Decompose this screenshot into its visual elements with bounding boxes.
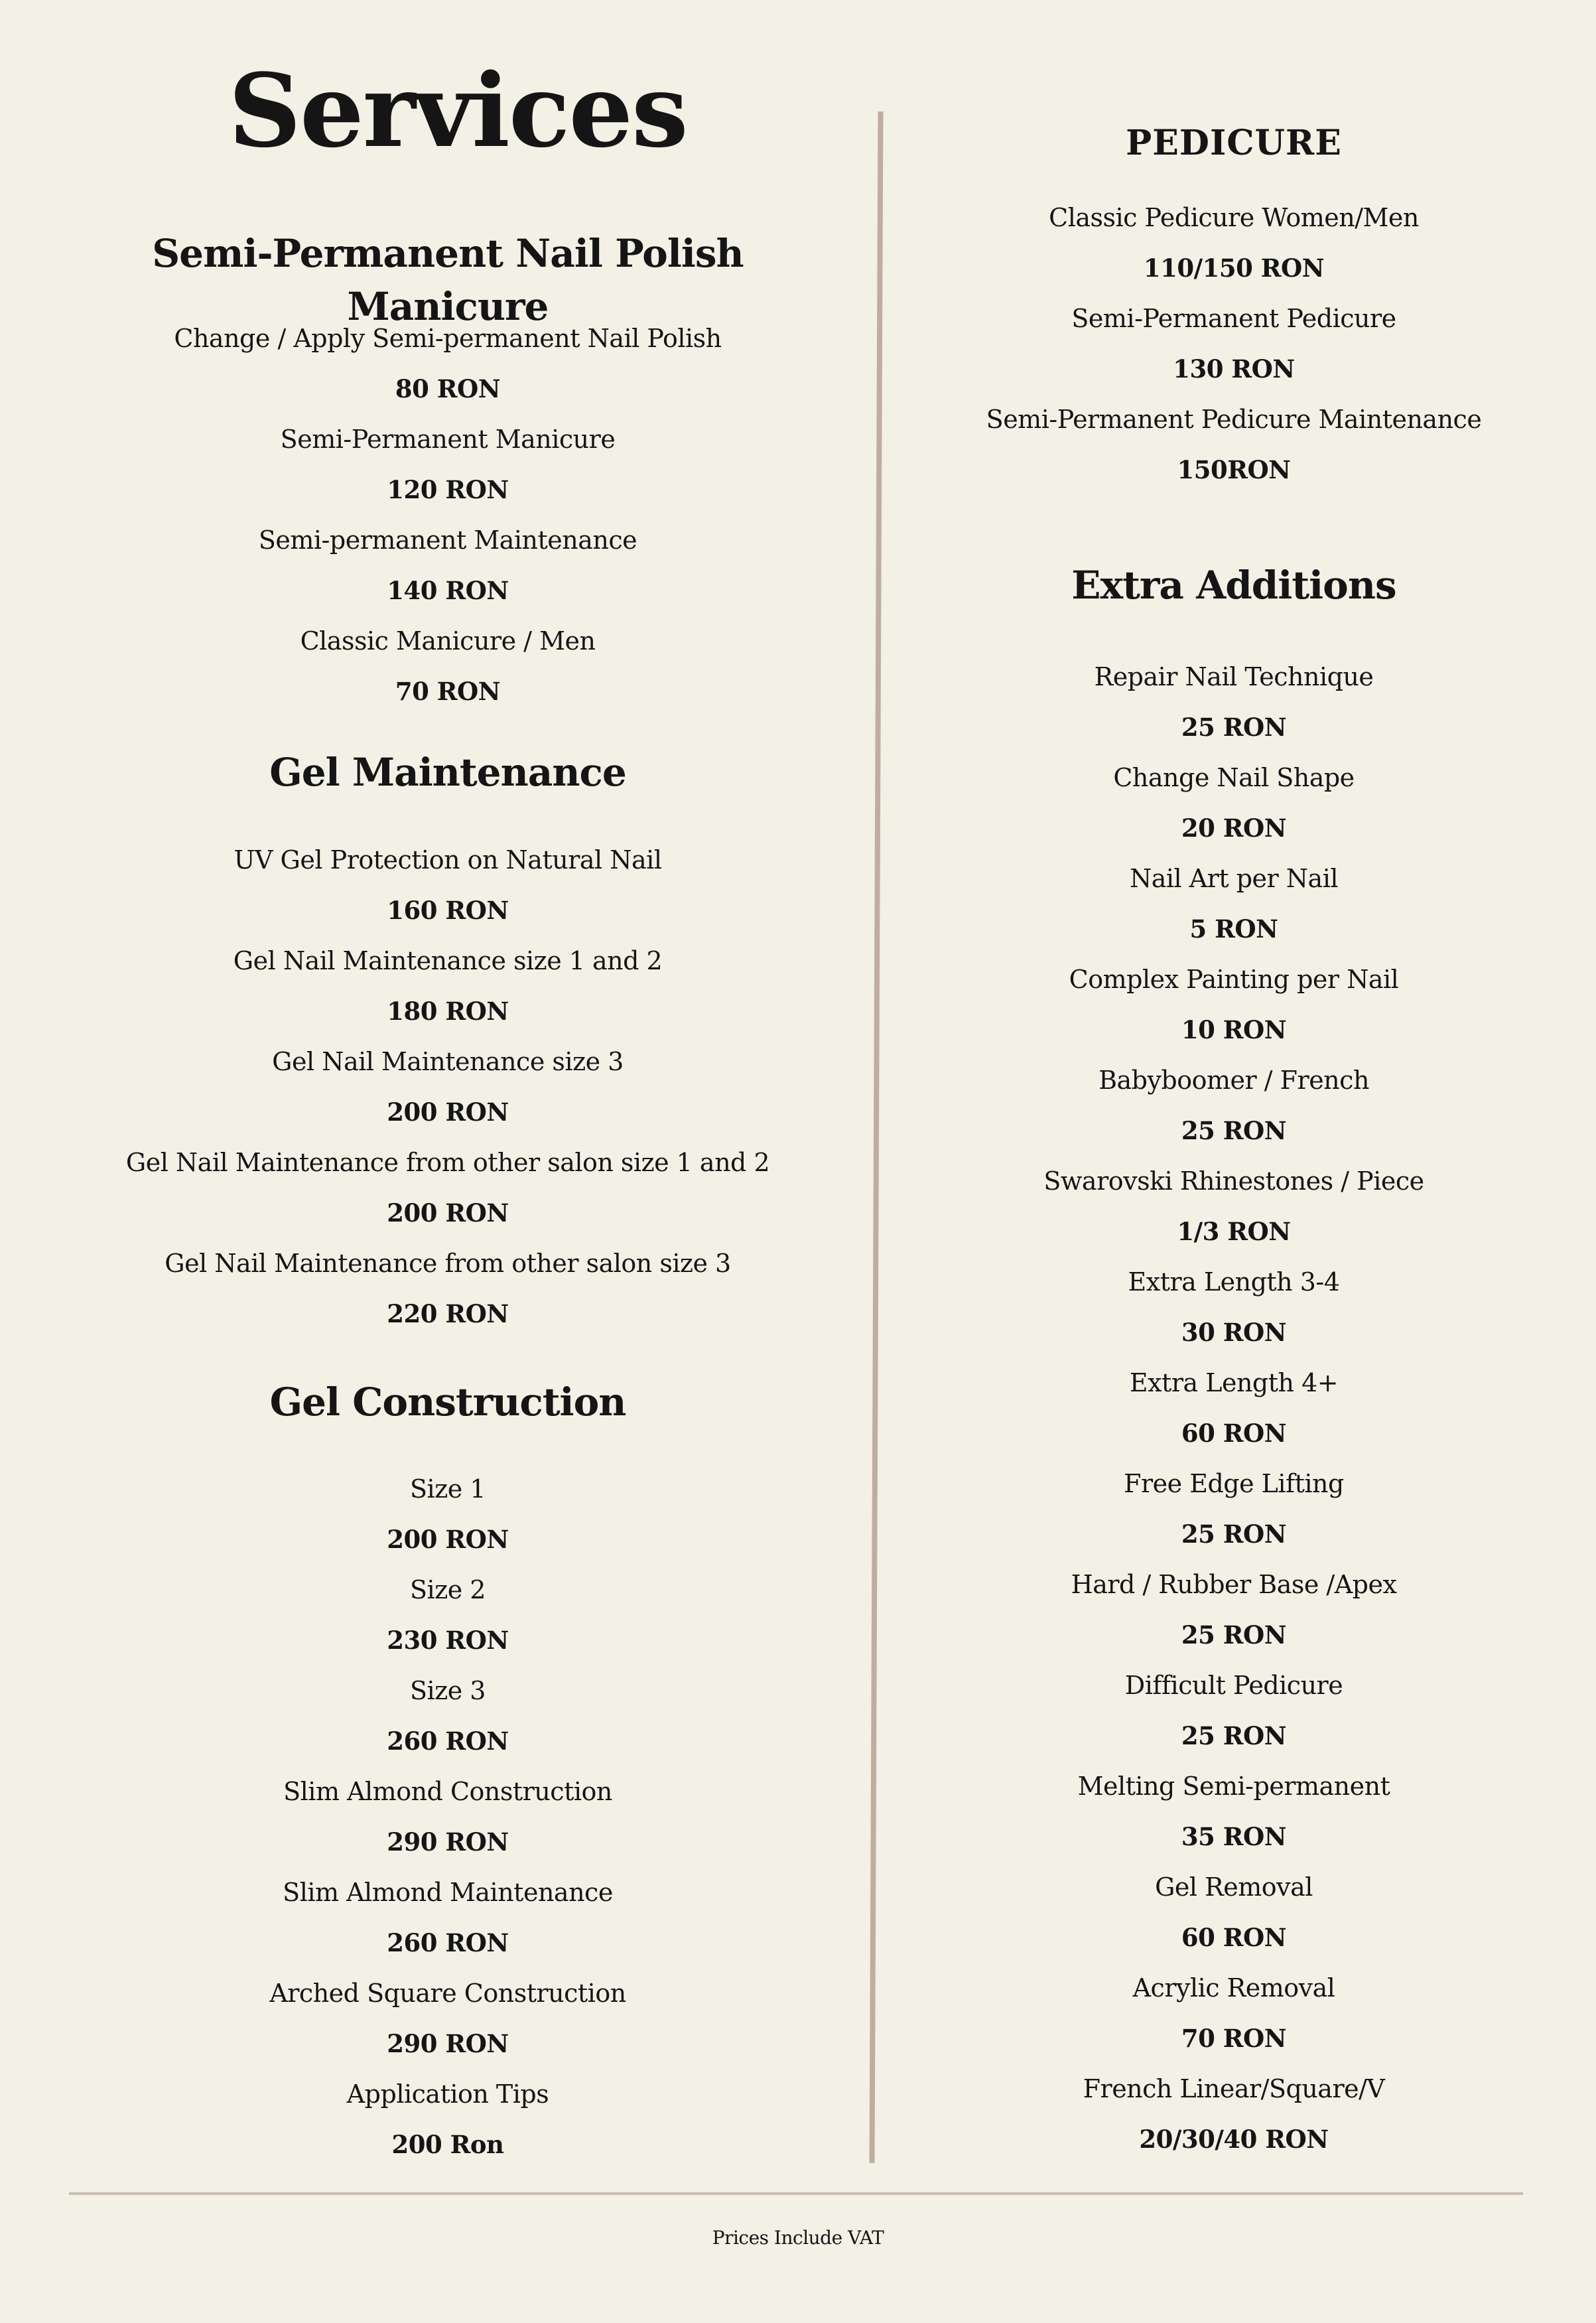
service-name: Repair Nail Technique [1094,662,1374,691]
service-price: 200 RON [387,1525,509,1554]
service-price: 35 RON [1181,1822,1287,1851]
service-name: Classic Manicure / Men [300,626,596,656]
service-name: Semi-Permanent Pedicure Maintenance [986,405,1482,434]
service-name: Complex Painting per Nail [1069,965,1399,994]
extra-additions-list [922,652,1546,2164]
service-name: Babyboomer / French [1098,1066,1369,1095]
gel-construction-list [73,1464,823,2170]
service-price: 160 RON [387,896,509,925]
service-price: 30 RON [1181,1318,1287,1347]
service-price: 110/150 RON [1143,253,1325,283]
service-price: 20 RON [1181,813,1287,843]
service-price: 60 RON [1181,1419,1287,1448]
service-name: Gel Removal [1155,1872,1313,1902]
service-price: 20/30/40 RON [1139,2125,1329,2154]
service-name: Swarovski Rhinestones / Piece [1043,1166,1424,1196]
service-name: Slim Almond Maintenance [283,1878,613,1907]
service-price: 260 RON [387,1928,509,1957]
semi-permanent-list [73,313,823,717]
service-name: Arched Square Construction [269,1979,626,2008]
service-price: 5 RON [1189,914,1278,944]
service-name: Difficult Pedicure [1124,1671,1343,1700]
service-price: 220 RON [387,1299,509,1328]
section-heading-semi-permanent: Semi-Permanent Nail Polish Manicure [152,231,744,329]
section-heading-gel-construction: Gel Construction [269,1379,626,1425]
left-column [73,0,823,2190]
service-name: Nail Art per Nail [1129,864,1339,893]
service-name: Application Tips [346,2079,549,2109]
service-price: 180 RON [387,997,509,1026]
service-name: Change / Apply Semi-permanent Nail Polish [174,324,722,353]
service-name: Melting Semi-permanent [1077,1772,1390,1801]
service-name: Size 2 [410,1575,486,1604]
service-price: 25 RON [1181,1519,1287,1549]
service-price: 80 RON [395,374,501,403]
service-name: Extra Length 4+ [1129,1368,1339,1397]
gel-maintenance-list [73,835,823,1339]
service-price: 230 RON [387,1626,509,1655]
service-name: Size 1 [410,1474,486,1504]
right-column [922,0,1546,2190]
section-heading-gel-maintenance: Gel Maintenance [269,750,626,795]
service-name: Gel Nail Maintenance size 3 [272,1047,624,1076]
service-price: 70 RON [1181,2024,1287,2053]
service-price: 70 RON [395,677,501,706]
pedicure-list [922,192,1546,495]
service-name: Hard / Rubber Base /Apex [1071,1570,1397,1599]
service-price: 200 RON [387,1097,509,1127]
service-name: Slim Almond Construction [283,1777,612,1806]
service-price: 60 RON [1181,1923,1287,1952]
service-price: 260 RON [387,1726,509,1756]
service-name: Change Nail Shape [1113,763,1355,792]
service-price: 290 RON [387,2029,509,2058]
service-price: 120 RON [387,475,509,504]
section-heading-pedicure: PEDICURE [1126,123,1342,163]
service-name: Gel Nail Maintenance from other salon size 3 [165,1249,731,1278]
service-price: 140 RON [387,576,509,605]
service-price: 200 RON [387,1198,509,1228]
section-heading-extra-additions: Extra Additions [1071,563,1396,608]
horizontal-divider [69,2192,1523,2195]
service-name: Gel Nail Maintenance from other salon size 1 and 2 [125,1148,770,1177]
service-price: 1/3 RON [1177,1217,1291,1246]
service-price: 25 RON [1181,1620,1287,1650]
service-price: 290 RON [387,1827,509,1857]
service-price: 25 RON [1181,713,1287,742]
service-name: UV Gel Protection on Natural Nail [233,845,662,875]
service-name: Semi-Permanent Pedicure [1071,304,1396,333]
service-price: 10 RON [1181,1015,1287,1044]
service-name: Acrylic Removal [1132,1973,1335,2003]
service-price: 150RON [1177,455,1291,484]
service-price: 25 RON [1181,1721,1287,1750]
service-name: Classic Pedicure Women/Men [1049,203,1419,232]
page-title: Services [228,51,687,170]
footer-note: Prices Include VAT [712,2227,884,2249]
service-price: 130 RON [1173,354,1295,384]
service-price: 200 Ron [391,2130,504,2159]
service-name: Size 3 [410,1676,486,1705]
vertical-divider [870,111,884,2163]
service-name: Gel Nail Maintenance size 1 and 2 [233,946,663,975]
service-name: Free Edge Lifting [1124,1469,1344,1498]
service-name: Semi-permanent Maintenance [258,526,637,555]
service-name: French Linear/Square/V [1083,2074,1385,2103]
service-name: Semi-Permanent Manicure [280,425,616,454]
service-price: 25 RON [1181,1116,1287,1145]
service-name: Extra Length 3-4 [1128,1267,1340,1297]
